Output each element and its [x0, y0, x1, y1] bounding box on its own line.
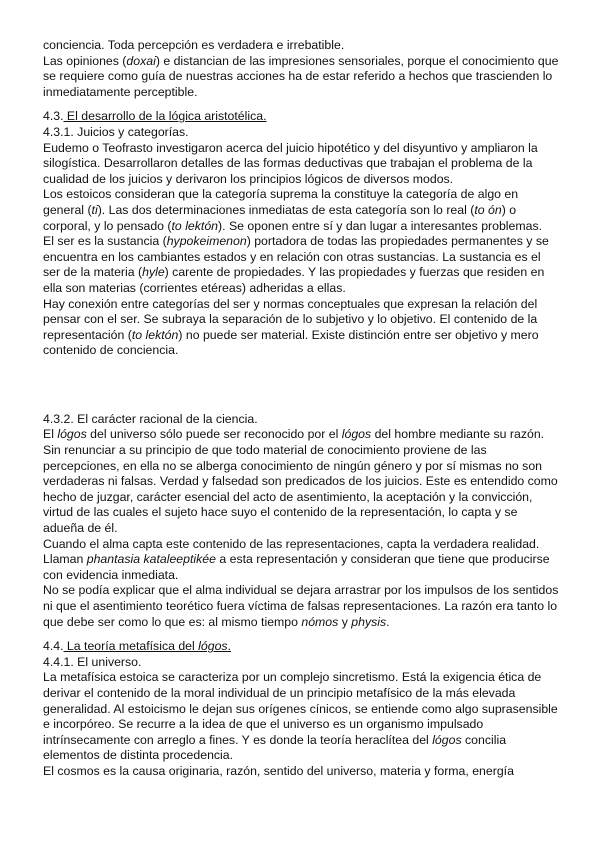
text-run: Hay conexión entre categorías del ser y normas conceptuales que expresan la relación del pensar con el ser. Se subraya la separación de lo subjetivo y lo objetivo. El contenido de la representación ( [43, 296, 538, 342]
paragraph [43, 187, 560, 234]
paragraph [43, 297, 560, 359]
italic-term: lógos [57, 427, 87, 442]
text-run: Los estoicos consideran que la categoría suprema la constituye la categoría de algo en general ( [43, 187, 519, 217]
paragraph [43, 125, 560, 141]
text-run: ) no puede ser material. Existe distinción entre ser objetivo y mero contenido de conciencia. [43, 327, 539, 358]
italic-term: physis [351, 614, 387, 629]
text-run: Cuando el alma capta este contenido de las representaciones, capta la verdadera realidad. Llaman [43, 536, 540, 567]
paragraph [43, 412, 560, 428]
paragraph [43, 583, 560, 630]
paragraph [43, 109, 560, 125]
text-run: El ser es la sustancia ( [43, 234, 167, 249]
paragraph [43, 38, 560, 54]
text-run: ). Las dos determinaciones inmediatas de esta categoría son lo real ( [97, 202, 475, 217]
text-run: del hombre mediante su razón. Sin renunciar a su principio de que todo material de conocimiento proviene de las percepciones, en ella no se alberga conocimiento de ningún género y por sí mismas no son verdaderas ni falsas. Verdad y falsedad son predicados de los juicios. Este es entendido como hecho de juzgar, carácter esencial del acto de asentimiento, la aceptación y la convicción, virtud de las cuales el sujeto hace suyo el contenido de la representación, lo capta y se adueña de él. [43, 427, 558, 536]
text-run: La teoría metafísica del [63, 639, 199, 654]
paragraph-gap [43, 630, 560, 639]
paragraph [43, 54, 560, 101]
italic-term: to lektón [131, 327, 179, 342]
italic-term: lógos [432, 732, 462, 747]
text-run: concilia elementos de distinta procedencia. [43, 732, 507, 763]
italic-term: phantasia kataleeptikée [86, 552, 216, 567]
text-run: 4.3. [43, 109, 64, 124]
text-run: El [43, 427, 58, 442]
text-run: El desarrollo de la lógica aristotélica. [63, 109, 267, 124]
text-run: y [338, 614, 352, 629]
text-run: Eudemo o Teofrasto investigaron acerca del juicio hipotético y del disyuntivo y ampliaron la silogística. Desarrollaron detalles de las formas deductivas que trabajan el problema de la cualidad de los juicios y derivaron los principios lógicos de diversos modos. [43, 140, 538, 186]
paragraph [43, 655, 560, 671]
text-run: conciencia. Toda percepción es verdadera e irrebatible. [43, 38, 345, 52]
italic-term: to ón [474, 202, 502, 217]
text-run: El cosmos es la causa originaria, razón, sentido del universo, materia y forma, energía [43, 763, 514, 778]
text-run: ) portadora de todas las propiedades permanentes y se encuentra en los cambiantes estados y en relación con otras sustancias. La sustancia es el ser de la materia ( [43, 234, 549, 280]
paragraph-gap [43, 359, 560, 412]
paragraph [43, 427, 560, 536]
paragraph [43, 639, 560, 655]
text-run: La metafísica estoica se caracteriza por un complejo sincretismo. Está la exigencia ética de derivar el contenido de la moral individual de un principio metafísico de la más elevada generalidad. Al estoicismo le dejan sus orígenes cínicos, se entiende como algo suprasensible e incorpóreo. Se recurre a la idea de que el universo es un organismo impulsado intrínsecamente con arreglo a fines. Y es donde la teoría heraclítea del [43, 670, 558, 747]
text-run: ). Se oponen entre sí y dan lugar a interesantes problemas. [218, 218, 543, 233]
text-run: del universo sólo puede ser reconocido por el [86, 427, 342, 442]
text-run: ) e distancian de las impresiones sensoriales, porque el conocimiento que se requiere como guía de nuestras acciones ha de estar referido a hechos que trascienden lo inmediatamente perceptible. [43, 53, 559, 99]
text-run: 4.4. [43, 639, 64, 654]
paragraph-gap [43, 100, 560, 109]
italic-term: lógos [341, 427, 372, 442]
text-run: 4.3.2. El carácter racional de la ciencia. [43, 411, 258, 426]
italic-term: ti [91, 202, 98, 217]
text-run: . [386, 614, 390, 629]
italic-term: lógos [198, 639, 228, 654]
italic-term: doxai [126, 53, 156, 68]
italic-term: hypokeimenon [166, 234, 247, 249]
paragraph [43, 764, 560, 780]
text-run: 4.4.1. El universo. [43, 654, 142, 669]
text-run: ) carente de propiedades. Y las propiedades y fuerzas que residen en ella son materias (corrientes etéreas) adheridas a ellas. [43, 265, 545, 295]
italic-term: to lektón [171, 218, 219, 233]
text-run: a esta representación y consideran que tiene que producirse con evidencia inmediata. [43, 552, 550, 582]
text-run: ) o corporal, y lo pensado ( [43, 202, 517, 233]
text-run: . [227, 639, 231, 654]
paragraph [43, 670, 560, 764]
text-run: Las opiniones ( [43, 53, 127, 68]
paragraph [43, 234, 560, 296]
paragraph [43, 141, 560, 188]
italic-term: hyle [142, 265, 165, 280]
text-run: No se podía explicar que el alma individual se dejara arrastrar por los impulsos de los sentidos ni que el asentimiento teorético fuera víctima de falsas representaciones. La razón era tanto lo que debe ser como lo que es: al mismo tiempo [43, 583, 559, 629]
text-run: 4.3.1. Juicios y categorías. [43, 124, 189, 139]
italic-term: nómos [301, 614, 339, 629]
paragraph [43, 537, 560, 584]
